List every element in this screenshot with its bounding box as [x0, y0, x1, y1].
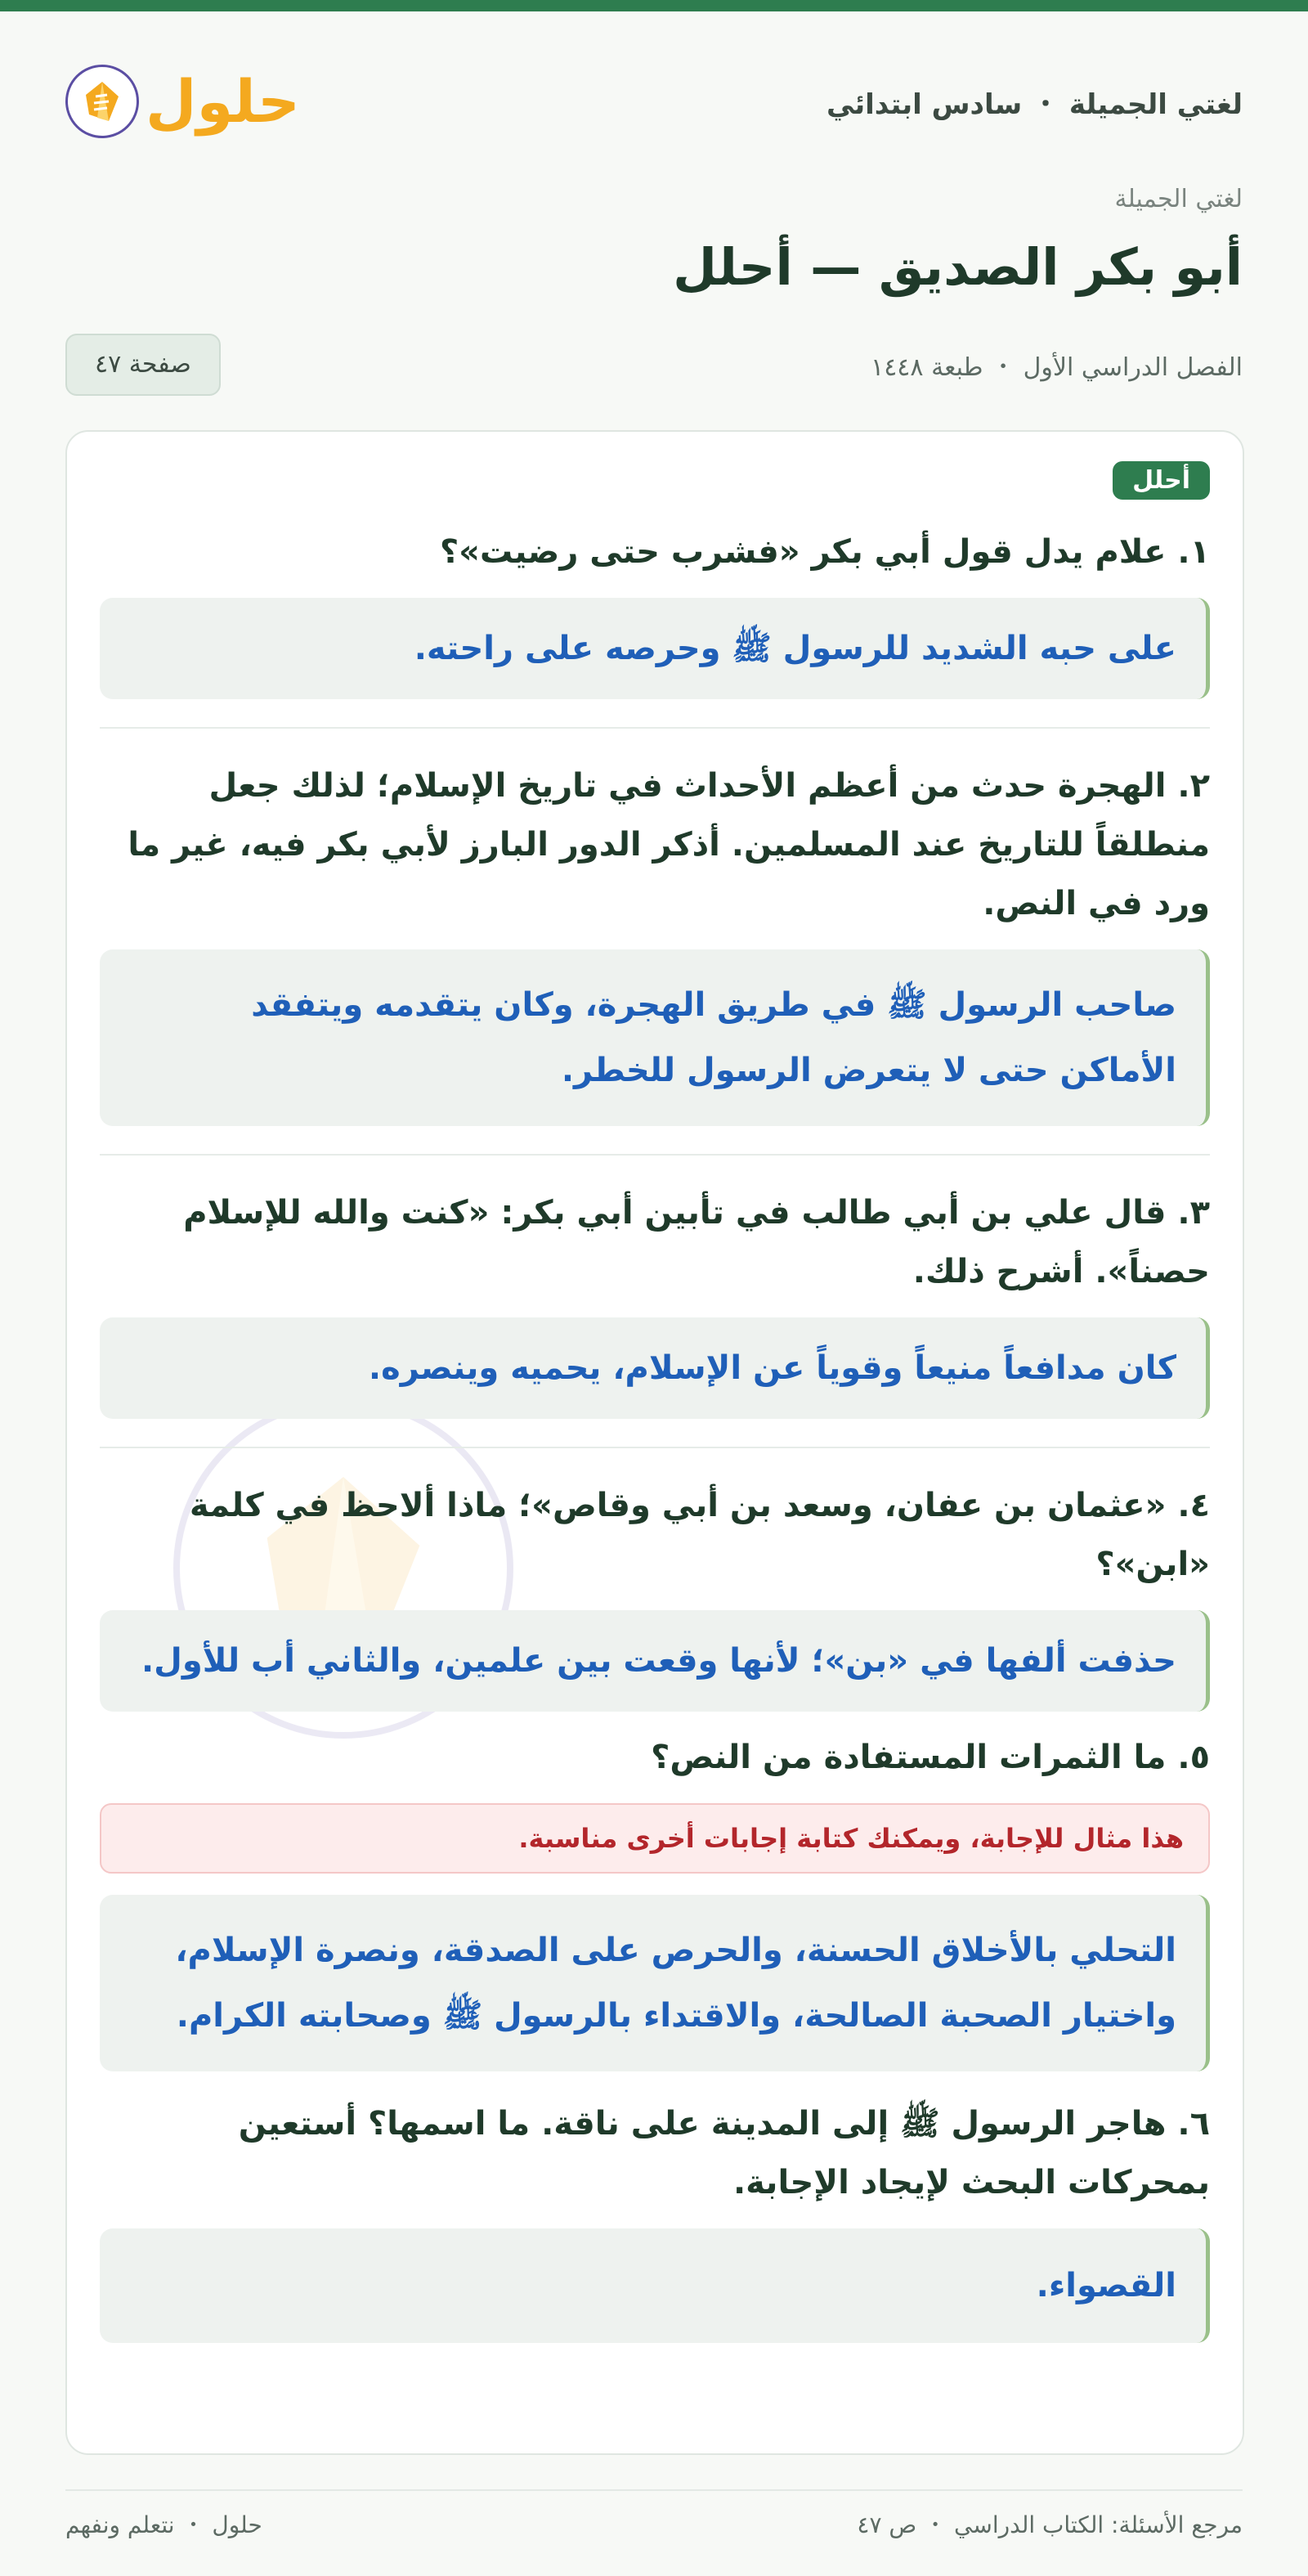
divider: [100, 1154, 1210, 1156]
question-text: ١. علام يدل قول أبي بكر «فشرب حتى رضيت»؟: [439, 533, 1210, 571]
question-text: ٣. قال علي بن أبي طالب في تأبين أبي بكر: «كنت والله للإسلام حصناً». أشرح ذلك.: [183, 1194, 1210, 1290]
example-answer-note: هذا مثال للإجابة، ويمكنك كتابة إجابات أخرى مناسبة.: [100, 1803, 1210, 1874]
divider: [100, 727, 1210, 729]
subject-grade-label: لغتي الجميلة ・ سادس ابتدائي: [826, 88, 1243, 121]
answer-box: صاحب الرسول ﷺ في طريق الهجرة، وكان يتقدمه ويتفقد الأماكن حتى لا يتعرض الرسول للخطر.: [100, 949, 1210, 1126]
question-text: ٦. هاجر الرسول ﷺ إلى المدينة على ناقة. ما اسمها؟ أستعين بمحركات البحث لإيجاد الإجابة.: [238, 2105, 1210, 2201]
questions-reference: مرجع الأسئلة: الكتاب الدراسي ・ ص ٤٧: [857, 2511, 1243, 2538]
page-title: أبو بكر الصديق — أحلل: [673, 237, 1243, 297]
qa-item: [100, 1728, 1210, 2071]
answer-box: كان مدافعاً منيعاً وقوياً عن الإسلام، يحميه وينصره.: [100, 1317, 1210, 1419]
qa-item: [100, 1476, 1210, 1712]
term-edition-info: الفصل الدراسي الأول ・ طبعة ١٤٤٨: [871, 353, 1243, 382]
answer-box: على حبه الشديد للرسول ﷺ وحرصه على راحته.: [100, 598, 1210, 699]
divider: [100, 1447, 1210, 1448]
question-text: ٢. الهجرة حدث من أعظم الأحداث في تاريخ الإسلام؛ لذلك جعل منطلقاً للتاريخ عند المسلمين. أذكر الدور البارز لأبي بكر فيه، غير ما ورد في النص.: [128, 767, 1210, 922]
answer-box: حذفت ألفها في «بن»؛ لأنها وقعت بين علمين، والثاني أب للأول.: [100, 1610, 1210, 1712]
qa-item: [100, 2094, 1210, 2343]
logo-wordmark: حلول: [146, 67, 300, 136]
top-accent-bar: [0, 0, 1308, 11]
brand-logo[interactable]: [65, 65, 300, 138]
answer-box: القصواء.: [100, 2228, 1210, 2343]
qa-item: [100, 523, 1210, 699]
page-footer: [65, 2489, 1243, 2556]
question-text: ٥. ما الثمرات المستفادة من النص؟: [651, 1739, 1210, 1776]
meta-row: [65, 334, 1243, 396]
answer-box: التحلي بالأخلاق الحسنة، والحرص على الصدقة، ونصرة الإسلام، واختيار الصحبة الصالحة، والاقتداء بالرسول ﷺ وصحابته الكرام.: [100, 1895, 1210, 2071]
section-badge: أحلل: [1113, 461, 1210, 500]
qa-item: [100, 1183, 1210, 1419]
qa-item: [100, 756, 1210, 1126]
brand-tagline: حلول ・ نتعلم ونفهم: [65, 2511, 262, 2538]
site-header: [65, 56, 1243, 147]
logo-emblem-icon: [65, 65, 139, 138]
page-number-badge: صفحة ٤٧: [65, 334, 221, 396]
subject-kicker: لغتي الجميلة: [1114, 185, 1243, 213]
answers-card: [65, 430, 1244, 2455]
question-text: ٤. «عثمان بن عفان، وسعد بن أبي وقاص»؛ ماذا ألاحظ في كلمة «ابن»؟: [189, 1487, 1210, 1583]
